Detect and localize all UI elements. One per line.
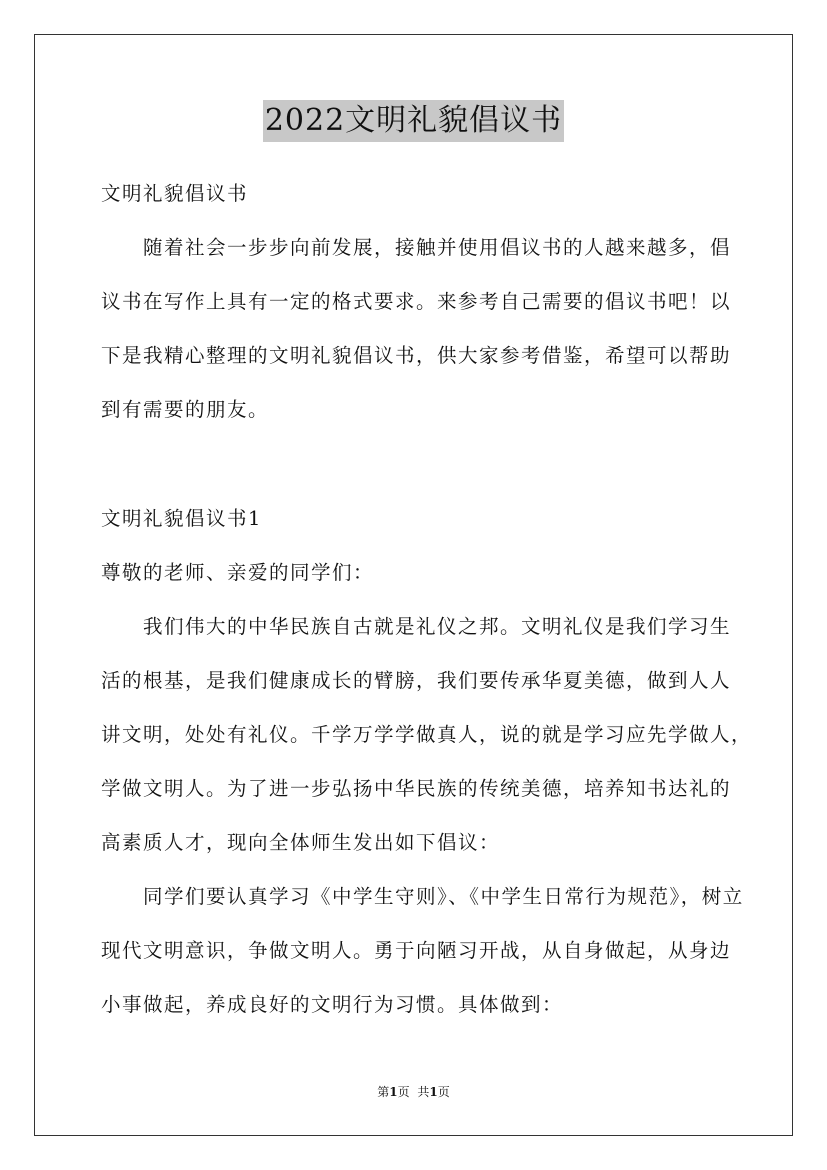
paragraph-line: 高素质人才，现向全体师生发出如下倡议： xyxy=(101,831,501,854)
paragraph-line: 随着社会一步步向前发展，接触并使用倡议书的人越来越多，倡 xyxy=(101,236,732,259)
page-number: 1 xyxy=(389,1085,398,1099)
page-suffix: 页 xyxy=(397,1085,410,1099)
paragraph-line: 我们伟大的中华民族自古就是礼仪之邦。文明礼仪是我们学习生 xyxy=(101,615,732,638)
total-number: 1 xyxy=(429,1085,438,1099)
paragraph-line: 同学们要认真学习《中学生守则》、《中学生日常行为规范》，树立 xyxy=(101,885,744,908)
total-suffix: 页 xyxy=(437,1085,450,1099)
paragraph-line: 议书在写作上具有一定的格式要求。来参考自己需要的倡议书吧！以 xyxy=(101,290,732,313)
document-title: 2022文明礼貌倡议书 xyxy=(263,100,564,142)
page-footer xyxy=(0,1084,827,1100)
section-heading: 文明礼貌倡议书 xyxy=(101,182,249,205)
paragraph-line: 小事做起，养成良好的文明行为习惯。具体做到： xyxy=(101,993,564,1016)
paragraph-line: 到有需要的朋友。 xyxy=(101,398,270,421)
paragraph-line: 现代文明意识，争做文明人。勇于向陋习开战，从自身做起，从身边 xyxy=(101,939,732,962)
total-prefix: 共 xyxy=(417,1085,430,1099)
salutation: 尊敬的老师、亲爱的同学们： xyxy=(101,561,375,584)
paragraph-line: 讲文明，处处有礼仪。千学万学学做真人，说的就是学习应先学做人， xyxy=(101,723,753,746)
section-heading: 文明礼貌倡议书1 xyxy=(101,507,262,530)
paragraph-line: 学做文明人。为了进一步弘扬中华民族的传统美德，培养知书达礼的 xyxy=(101,777,732,800)
title-container xyxy=(0,100,827,142)
paragraph-line: 活的根基，是我们健康成长的臂膀，我们要传承华夏美德，做到人人 xyxy=(101,669,732,692)
page-prefix: 第 xyxy=(377,1085,390,1099)
paragraph-line: 下是我精心整理的文明礼貌倡议书，供大家参考借鉴，希望可以帮助 xyxy=(101,344,732,367)
